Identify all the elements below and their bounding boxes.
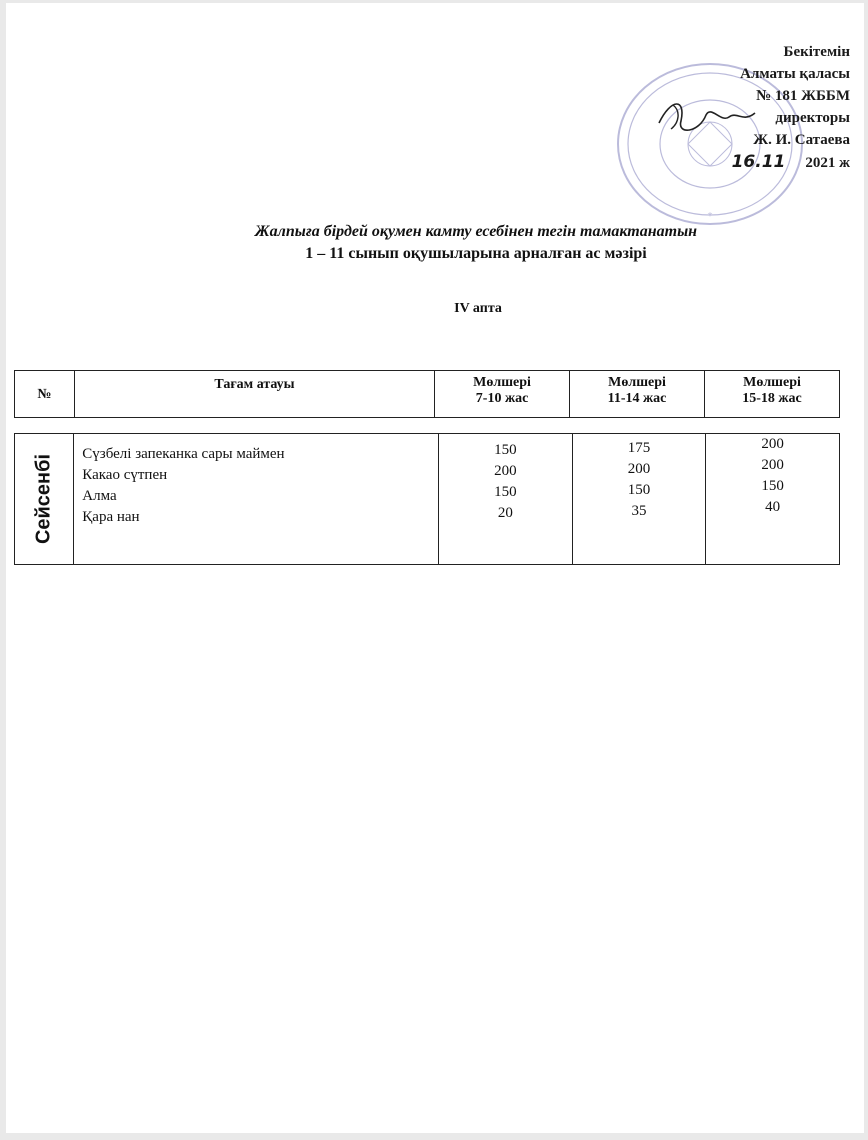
qty-11-14: 175 200 150 35 bbox=[572, 434, 706, 565]
day-cell bbox=[15, 434, 74, 565]
header-number: № bbox=[15, 371, 75, 418]
header-qty-15-18: Мөлшері 15-18 жас bbox=[705, 371, 840, 418]
title-line-1: Жалпыға бірдей оқумен камту есебінен тегін тамактанатын bbox=[254, 223, 698, 240]
table-row bbox=[15, 434, 840, 565]
svg-text:*: * bbox=[707, 211, 713, 222]
approval-line: № 181 ЖББМ bbox=[756, 88, 850, 104]
menu-table bbox=[14, 433, 840, 565]
header-qty-7-10: Мөлшері 7-10 жас bbox=[435, 371, 570, 418]
week-label: IV апта bbox=[454, 301, 502, 316]
document-title bbox=[6, 221, 868, 265]
list-item: Сүзбелі запеканка сары маймен bbox=[82, 446, 285, 462]
approval-line: Алматы қаласы bbox=[740, 66, 850, 82]
dish-list bbox=[74, 434, 439, 565]
qty-15-18: 200 200 150 40 bbox=[706, 434, 840, 565]
approval-date-year: 2021 ж bbox=[805, 155, 850, 171]
list-item: Какао сүтпен bbox=[82, 467, 168, 483]
approval-date-handwritten: 16.11 bbox=[731, 152, 786, 172]
day-label: Сейсенбі bbox=[32, 453, 55, 545]
approval-block bbox=[732, 41, 850, 174]
list-item: Алма bbox=[82, 488, 117, 504]
header-qty-11-14: Мөлшері 11-14 жас bbox=[570, 371, 705, 418]
qty-7-10: 150 200 150 20 bbox=[439, 434, 573, 565]
title-line-2: 1 – 11 сынып оқушыларына арналған ас мәзірі bbox=[305, 245, 647, 262]
approval-date bbox=[732, 151, 850, 174]
list-item: Қара нан bbox=[82, 509, 140, 525]
header-dish-name: Тағам атауы bbox=[74, 371, 434, 418]
document-page bbox=[6, 3, 864, 1133]
approval-line: Ж. И. Сатаева bbox=[753, 132, 850, 148]
menu-header-table bbox=[14, 370, 840, 418]
approval-line: директоры bbox=[775, 110, 850, 126]
approval-line: Бекітемін bbox=[783, 44, 850, 60]
